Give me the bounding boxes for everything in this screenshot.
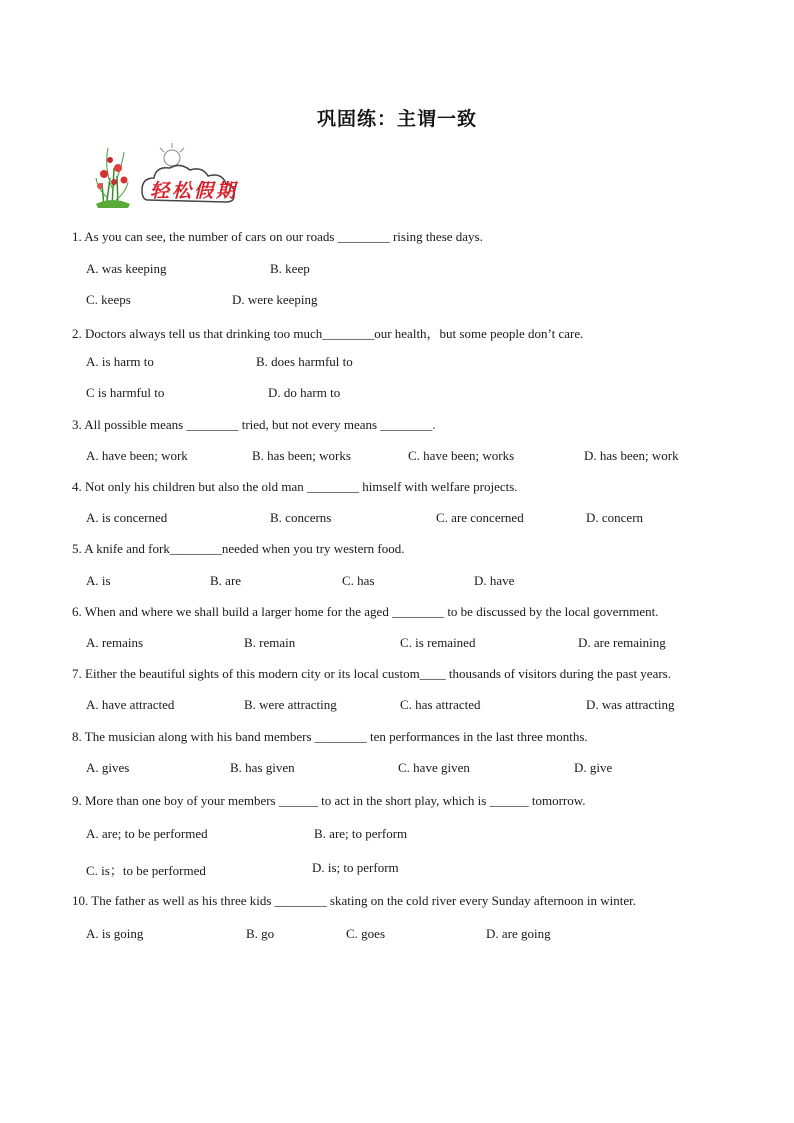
question-6-option-b[interactable]: B. remain [244, 635, 296, 650]
question-1-option-c[interactable]: C. keeps [86, 292, 131, 307]
question-5-option-a[interactable]: A. is [86, 573, 111, 588]
question-7-option-b[interactable]: B. were attracting [244, 697, 337, 712]
question-4-option-b[interactable]: B. concerns [270, 510, 332, 525]
question-5-option-b[interactable]: B. are [210, 573, 242, 588]
question-1-option-a[interactable]: A. was keeping [86, 261, 167, 276]
question-5-option-d[interactable]: D. have [474, 573, 515, 588]
question-7-option-c[interactable]: C. has attracted [400, 697, 481, 712]
question-9-option-d[interactable]: D. is; to perform [312, 860, 399, 875]
question-7-option-a[interactable]: A. have attracted [86, 697, 175, 712]
question-2-option-c[interactable]: C is harmful to [86, 385, 165, 400]
question-2-option-d[interactable]: D. do harm to [268, 385, 341, 400]
question-4-option-a[interactable]: A. is concerned [86, 510, 168, 525]
question-3-option-b[interactable]: B. has been; works [252, 448, 351, 463]
question-3-option-a[interactable]: A. have been; work [86, 448, 188, 463]
question-7-stem: 7. Either the beautiful sights of this modern city or its local custom____ thousands of visitors during the past years. [72, 666, 671, 681]
question-1-option-d[interactable]: D. were keeping [232, 292, 318, 307]
question-1-option-b[interactable]: B. keep [270, 261, 310, 276]
question-5-option-c[interactable]: C. has [342, 573, 375, 588]
question-6-option-a[interactable]: A. remains [86, 635, 144, 650]
question-9-option-b[interactable]: B. are; to perform [314, 826, 408, 841]
question-10-stem: 10. The father as well as his three kids ________ skating on the cold river every Sunday afternoon in winter. [72, 893, 637, 908]
question-8-option-d[interactable]: D. give [574, 760, 613, 775]
question-2-stem: 2. Doctors always tell us that drinking too much________our health，but some people don’t care. [72, 326, 584, 341]
question-9-stem: 9. More than one boy of your members ______ to act in the short play, which is ______ tomorrow. [72, 793, 586, 808]
question-10-option-d[interactable]: D. are going [486, 926, 551, 941]
question-2-option-b[interactable]: B. does harmful to [256, 354, 353, 369]
question-9-option-a[interactable]: A. are; to be performed [86, 826, 208, 841]
question-10-option-b[interactable]: B. go [246, 926, 275, 941]
banner-text: 轻松假期 [150, 180, 239, 202]
question-8-option-a[interactable]: A. gives [86, 760, 130, 775]
question-3-stem: 3. All possible means ________ tried, but not every means ________. [72, 417, 436, 432]
question-10-option-c[interactable]: C. goes [346, 926, 385, 941]
question-3-option-d[interactable]: D. has been; work [584, 448, 679, 463]
question-10-option-a[interactable]: A. is going [86, 926, 144, 941]
question-1-stem: 1. As you can see, the number of cars on our roads ________ rising these days. [72, 229, 483, 244]
question-6-option-c[interactable]: C. is remained [400, 635, 476, 650]
page-title: 巩固练：主谓一致 [316, 108, 477, 130]
question-9-option-c[interactable]: C. is；to be performed [86, 863, 206, 878]
question-7-option-d[interactable]: D. was attracting [586, 697, 675, 712]
question-2-option-a[interactable]: A. is harm to [86, 354, 154, 369]
question-3-option-c[interactable]: C. have been; works [408, 448, 515, 463]
question-6-option-d[interactable]: D. are remaining [578, 635, 666, 650]
question-4-stem: 4. Not only his children but also the old man ________ himself with welfare projects. [72, 479, 518, 494]
question-8-option-c[interactable]: C. have given [398, 760, 470, 775]
flower-bouquet-icon [96, 148, 130, 208]
question-8-option-b[interactable]: B. has given [230, 760, 295, 775]
question-4-option-d[interactable]: D. concern [586, 510, 644, 525]
question-8-stem: 8. The musician along with his band members ________ ten performances in the last three months. [72, 729, 588, 744]
question-5-stem: 5. A knife and fork________needed when you try western food. [72, 541, 405, 556]
question-4-option-c[interactable]: C. are concerned [436, 510, 524, 525]
question-6-stem: 6. When and where we shall build a larger home for the aged ________ to be discussed by the local government. [72, 604, 659, 619]
